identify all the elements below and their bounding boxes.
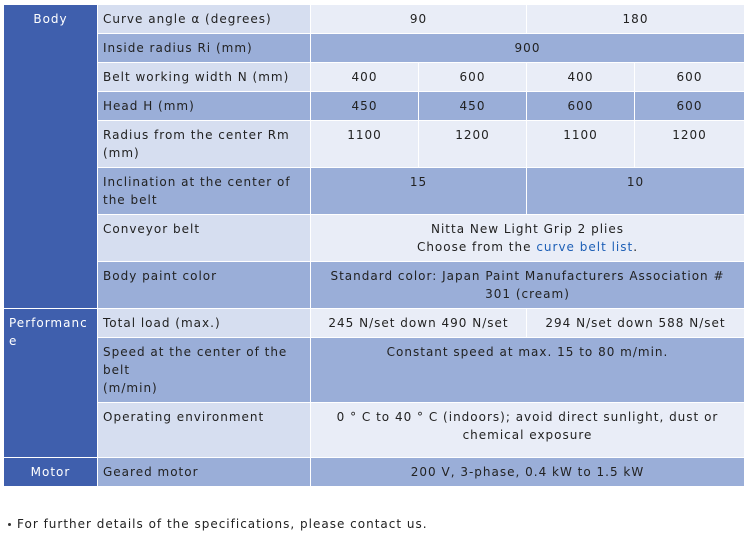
cell-speed: Constant speed at max. 15 to 80 m/min. <box>311 338 745 403</box>
row-label-curve-angle: Curve angle α (degrees) <box>98 5 311 34</box>
row-label-conveyor-belt: Conveyor belt <box>98 215 311 262</box>
cell-belt-width: 400 <box>527 63 635 92</box>
curve-belt-list-link[interactable]: curve belt list <box>536 240 634 254</box>
row-label-environment: Operating environment <box>98 403 311 458</box>
cell-radius-center: 1100 <box>311 121 419 168</box>
cell-head: 450 <box>311 92 419 121</box>
conveyor-belt-choose <box>316 238 739 256</box>
table-row <box>4 338 745 403</box>
cell-total-load-90: 245 N/set down 490 N/set <box>311 309 527 338</box>
row-label-total-load: Total load (max.) <box>98 309 311 338</box>
conveyor-belt-name: Nitta New Light Grip 2 plies <box>430 222 624 236</box>
cell-radius-center: 1200 <box>419 121 527 168</box>
speed-label-line2: (m/min) <box>103 381 158 395</box>
cell-belt-width: 600 <box>419 63 527 92</box>
table-row <box>4 262 745 309</box>
choose-prefix: Choose from the <box>416 240 537 254</box>
section-performance-label: Performance <box>4 309 98 458</box>
section-motor-label: Motor <box>4 458 98 487</box>
cell-geared-motor: 200 V, 3-phase, 0.4 kW to 1.5 kW <box>311 458 745 487</box>
table-row <box>4 5 745 34</box>
speed-label-line1: Speed at the center of the belt <box>103 345 288 377</box>
row-label-speed <box>98 338 311 403</box>
choose-suffix: . <box>633 240 639 254</box>
cell-radius-center: 1200 <box>635 121 745 168</box>
cell-total-load-180: 294 N/set down 588 N/set <box>527 309 745 338</box>
cell-conveyor-belt <box>311 215 745 262</box>
row-label-paint: Body paint color <box>98 262 311 309</box>
cell-inclination-90: 15 <box>311 168 527 215</box>
table-row <box>4 121 745 168</box>
section-body-label: Body <box>4 5 98 309</box>
cell-belt-width: 600 <box>635 63 745 92</box>
row-label-belt-width: Belt working width N (mm) <box>98 63 311 92</box>
footnote <box>8 517 428 531</box>
cell-curve-angle-180: 180 <box>527 5 745 34</box>
footnote-text: For further details of the specifications, please contact us. <box>17 517 428 531</box>
table-row <box>4 63 745 92</box>
bullet-icon <box>8 523 11 526</box>
row-label-head: Head H (mm) <box>98 92 311 121</box>
cell-environment: 0 ° C to 40 ° C (indoors); avoid direct sunlight, dust or chemical exposure <box>311 403 745 458</box>
spec-table <box>3 4 745 487</box>
row-label-inside-radius: Inside radius Ri (mm) <box>98 34 311 63</box>
cell-paint: Standard color: Japan Paint Manufacturers Association # 301 (cream) <box>311 262 745 309</box>
cell-head: 450 <box>419 92 527 121</box>
cell-head: 600 <box>635 92 745 121</box>
cell-curve-angle-90: 90 <box>311 5 527 34</box>
cell-inclination-180: 10 <box>527 168 745 215</box>
cell-inside-radius: 900 <box>311 34 745 63</box>
cell-radius-center: 1100 <box>527 121 635 168</box>
table-row <box>4 34 745 63</box>
row-label-inclination: Inclination at the center of the belt <box>98 168 311 215</box>
table-row <box>4 92 745 121</box>
row-label-radius-center: Radius from the center Rm (mm) <box>98 121 311 168</box>
table-row <box>4 215 745 262</box>
cell-belt-width: 400 <box>311 63 419 92</box>
row-label-geared-motor: Geared motor <box>98 458 311 487</box>
cell-head: 600 <box>527 92 635 121</box>
table-row <box>4 458 745 487</box>
table-row <box>4 309 745 338</box>
table-row <box>4 168 745 215</box>
table-row <box>4 403 745 458</box>
